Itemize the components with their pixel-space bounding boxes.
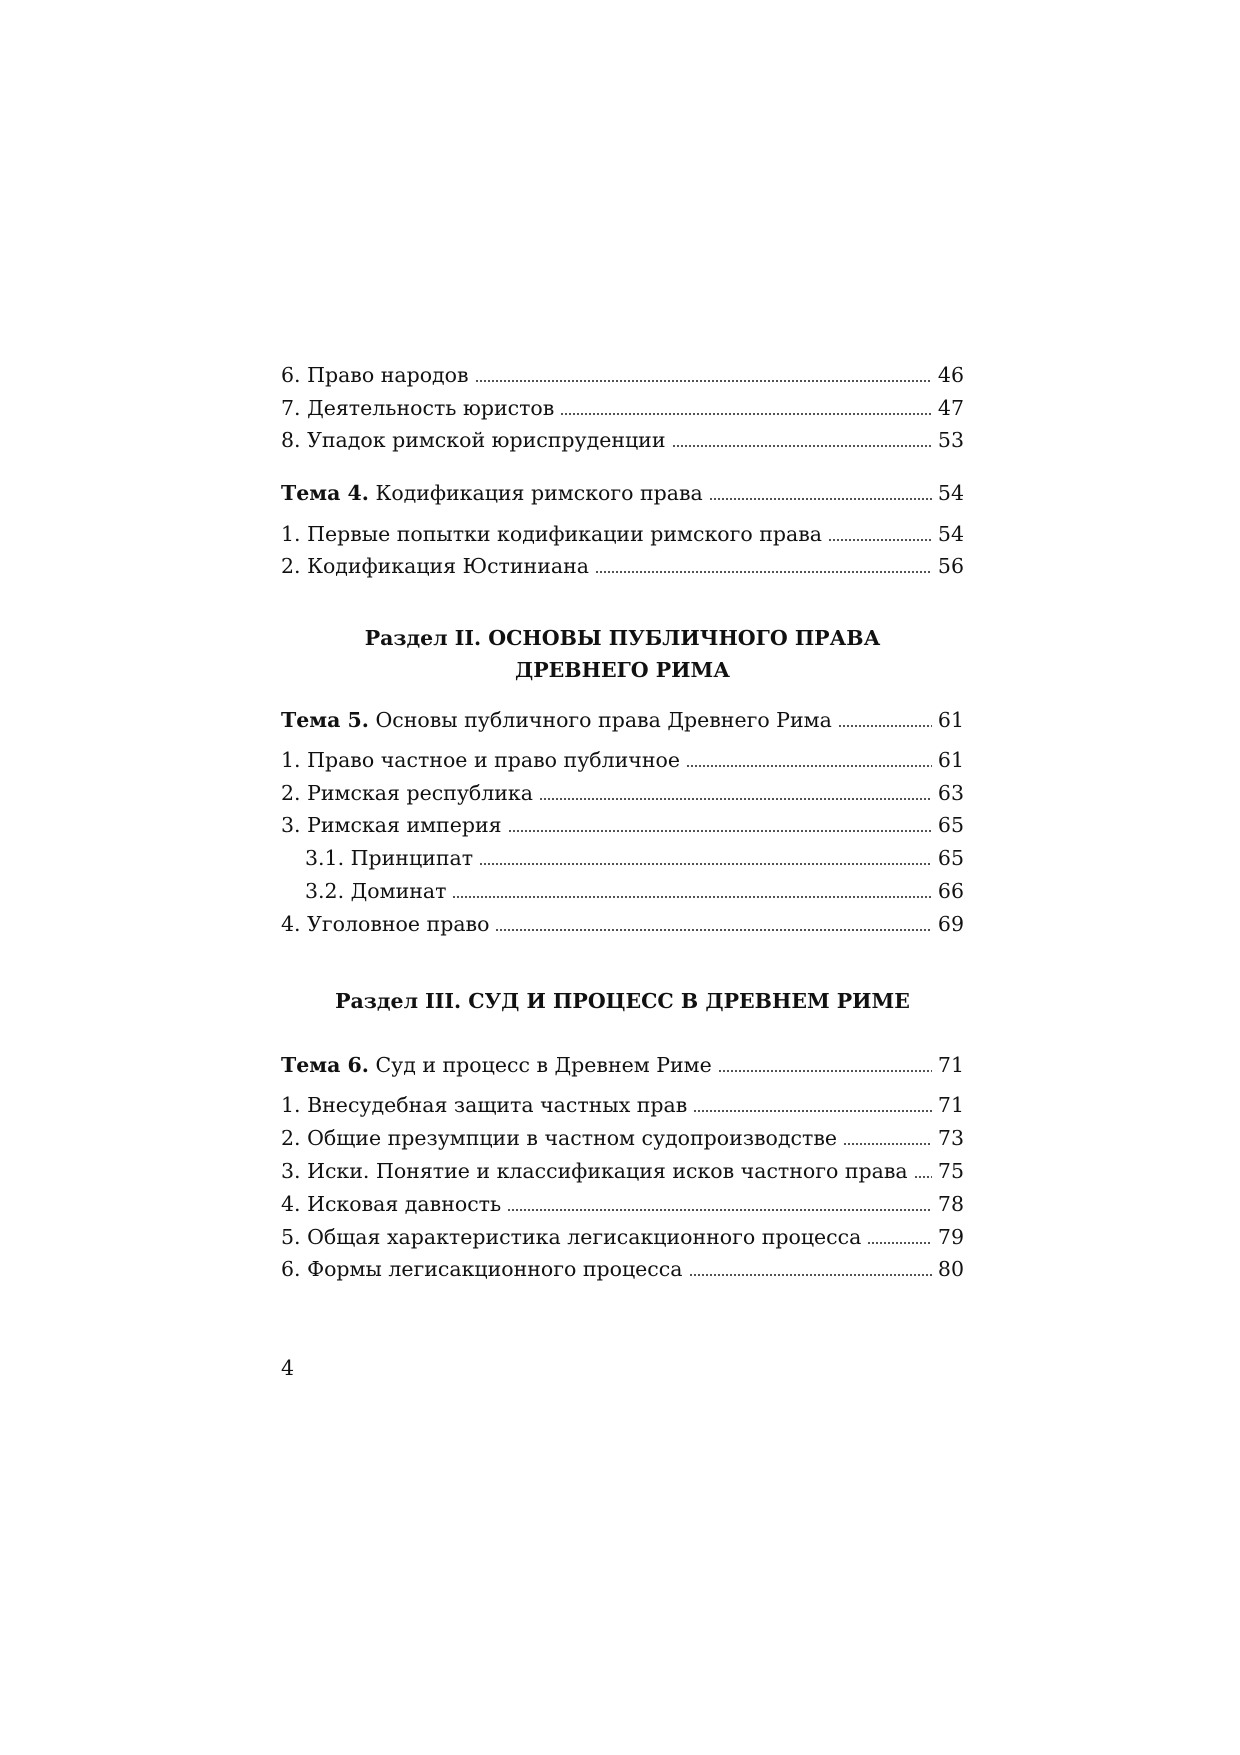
section-heading xyxy=(281,622,964,686)
toc-entry[interactable] xyxy=(281,911,964,937)
entry-title xyxy=(281,1092,687,1118)
entry-title xyxy=(281,553,589,579)
page-number: 4 xyxy=(281,1356,295,1380)
entry-text: Римская империя xyxy=(307,813,502,837)
entry-page-number: 61 xyxy=(937,748,964,772)
entry-text: Уголовное право xyxy=(307,912,490,936)
entry-text: Кодификация Юстиниана xyxy=(307,554,589,578)
entry-title xyxy=(281,1125,837,1151)
entry-number: 3.2. xyxy=(305,879,351,903)
entry-number: 3. xyxy=(281,1159,308,1183)
entry-page-number: 65 xyxy=(937,813,964,837)
entry-text: Суд и процесс в Древнем Риме xyxy=(368,1053,712,1077)
entry-title xyxy=(281,395,554,421)
entry-text: Право частное и право публичное xyxy=(307,748,680,772)
entry-title xyxy=(281,1052,712,1078)
entry-page-number: 54 xyxy=(937,522,964,546)
section-heading-line: ДРЕВНЕГО РИМА xyxy=(515,658,730,682)
entry-number: 2. xyxy=(281,1126,308,1150)
entry-text: Основы публичного права Древнего Рима xyxy=(368,708,832,732)
toc-entry[interactable] xyxy=(281,1158,964,1184)
entry-title xyxy=(281,1191,501,1217)
entry-page-number: 63 xyxy=(937,781,964,805)
entry-title xyxy=(305,845,473,871)
entry-text: Право народов xyxy=(307,363,469,387)
entry-title xyxy=(281,747,680,773)
entry-text: Исковая давность xyxy=(307,1192,502,1216)
toc-entry[interactable] xyxy=(281,553,964,579)
dot-leader xyxy=(828,539,932,541)
toc-entry[interactable] xyxy=(281,1256,964,1282)
toc-entry[interactable] xyxy=(281,427,964,453)
dot-leader xyxy=(718,1070,932,1072)
entry-number: 6. xyxy=(281,1257,308,1281)
toc-topic-entry[interactable] xyxy=(281,707,964,733)
entry-text: Принципат xyxy=(350,846,474,870)
dot-leader xyxy=(479,863,932,865)
topic-label: Тема 4. xyxy=(281,481,369,505)
entry-page-number: 69 xyxy=(937,912,964,936)
entry-title xyxy=(281,780,533,806)
entry-number: 1. xyxy=(281,522,308,546)
toc-entry[interactable] xyxy=(281,395,964,421)
toc-topic-entry[interactable] xyxy=(281,480,964,506)
toc-subentry[interactable] xyxy=(305,845,964,871)
dot-leader xyxy=(495,929,931,931)
topic-label: Тема 6. xyxy=(281,1053,369,1077)
entry-number: 6. xyxy=(281,363,308,387)
entry-title xyxy=(281,1256,683,1282)
dot-leader xyxy=(867,1242,932,1244)
entry-title xyxy=(281,812,502,838)
entry-number: 2. xyxy=(281,781,308,805)
entry-page-number: 71 xyxy=(937,1093,964,1117)
entry-text: Внесудебная защита частных прав xyxy=(307,1093,688,1117)
dot-leader xyxy=(539,798,932,800)
dot-leader xyxy=(672,445,932,447)
dot-leader xyxy=(452,896,931,898)
toc-topic-entry[interactable] xyxy=(281,1052,964,1078)
dot-leader xyxy=(914,1176,932,1178)
entry-text: Общая характеристика легисакционного процесса xyxy=(307,1225,862,1249)
entry-text: Доминат xyxy=(350,879,447,903)
entry-page-number: 47 xyxy=(937,396,964,420)
dot-leader xyxy=(843,1143,932,1145)
entry-title xyxy=(281,480,703,506)
entry-number: 8. xyxy=(281,428,308,452)
section-heading-line: Раздел III. СУД И ПРОЦЕСС В ДРЕВНЕМ РИМЕ xyxy=(335,989,910,1013)
dot-leader xyxy=(689,1274,932,1276)
entry-page-number: 71 xyxy=(937,1053,964,1077)
entry-page-number: 46 xyxy=(937,363,964,387)
entry-page-number: 78 xyxy=(937,1192,964,1216)
entry-title xyxy=(281,427,666,453)
toc-entry[interactable] xyxy=(281,1191,964,1217)
entry-text: Кодификация римского права xyxy=(368,481,703,505)
entry-page-number: 79 xyxy=(937,1225,964,1249)
entry-title xyxy=(281,1224,861,1250)
toc-entry[interactable] xyxy=(281,362,964,388)
entry-page-number: 73 xyxy=(937,1126,964,1150)
entry-page-number: 56 xyxy=(937,554,964,578)
entry-text: Первые попытки кодификации римского права xyxy=(307,522,822,546)
entry-number: 3. xyxy=(281,813,308,837)
entry-page-number: 75 xyxy=(937,1159,964,1183)
toc-entry[interactable] xyxy=(281,521,964,547)
section-heading-line: Раздел II. ОСНОВЫ ПУБЛИЧНОГО ПРАВА xyxy=(364,626,881,650)
toc-subentry[interactable] xyxy=(305,878,964,904)
entry-page-number: 54 xyxy=(937,481,964,505)
entry-text: Деятельность юристов xyxy=(307,396,555,420)
entry-number: 1. xyxy=(281,748,308,772)
dot-leader xyxy=(693,1110,932,1112)
dot-leader xyxy=(838,725,932,727)
entry-number: 1. xyxy=(281,1093,308,1117)
dot-leader xyxy=(560,413,932,415)
entry-title xyxy=(281,707,832,733)
entry-text: Римская республика xyxy=(307,781,533,805)
dot-leader xyxy=(508,830,932,832)
entry-page-number: 53 xyxy=(937,428,964,452)
entry-number: 5. xyxy=(281,1225,308,1249)
toc-entry[interactable] xyxy=(281,1125,964,1151)
entry-title xyxy=(305,878,446,904)
toc-entry[interactable] xyxy=(281,1092,964,1118)
entry-number: 4. xyxy=(281,1192,308,1216)
entry-number: 4. xyxy=(281,912,308,936)
dot-leader xyxy=(595,571,932,573)
entry-number: 3.1. xyxy=(305,846,351,870)
entry-text: Упадок римской юриспруденции xyxy=(307,428,666,452)
entry-text: Формы легисакционного процесса xyxy=(307,1257,683,1281)
toc-entry[interactable] xyxy=(281,1224,964,1250)
entry-number: 2. xyxy=(281,554,308,578)
dot-leader xyxy=(475,380,932,382)
topic-label: Тема 5. xyxy=(281,708,369,732)
entry-text: Иски. Понятие и классификация исков частного права xyxy=(307,1159,908,1183)
entry-title xyxy=(281,362,469,388)
toc-entry[interactable] xyxy=(281,812,964,838)
entry-text: Общие презумпции в частном судопроизводстве xyxy=(307,1126,837,1150)
toc-entry[interactable] xyxy=(281,780,964,806)
dot-leader xyxy=(709,498,932,500)
toc-entry[interactable] xyxy=(281,747,964,773)
section-heading xyxy=(281,985,964,1017)
dot-leader xyxy=(507,1209,932,1211)
entry-title xyxy=(281,1158,908,1184)
entry-page-number: 61 xyxy=(937,708,964,732)
entry-number: 7. xyxy=(281,396,308,420)
entry-title xyxy=(281,521,822,547)
entry-page-number: 65 xyxy=(937,846,964,870)
dot-leader xyxy=(686,765,932,767)
entry-title xyxy=(281,911,489,937)
entry-page-number: 80 xyxy=(937,1257,964,1281)
entry-page-number: 66 xyxy=(937,879,964,903)
